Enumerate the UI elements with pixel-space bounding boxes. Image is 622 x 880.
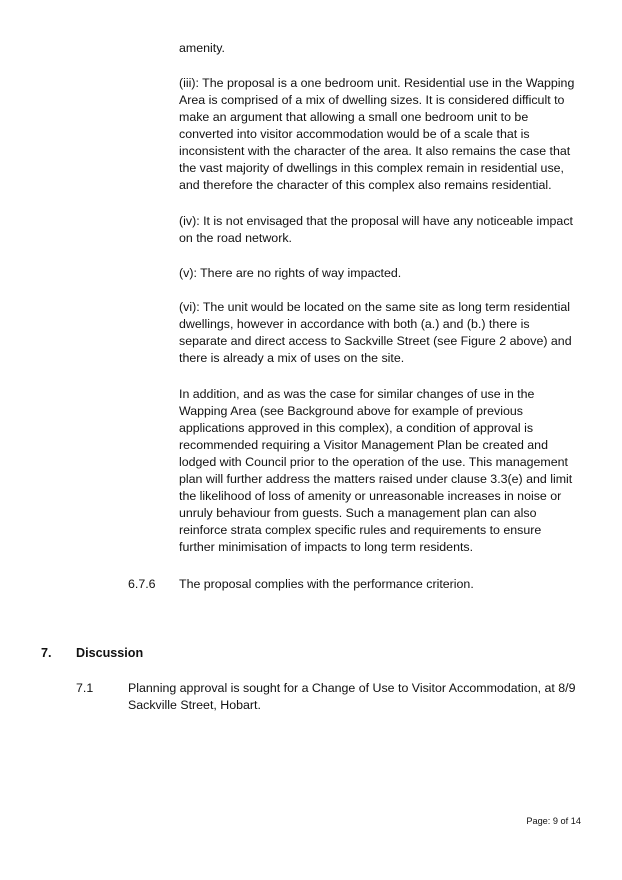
clause-text: The proposal complies with the performance criterion. (179, 577, 474, 591)
clause-6-7-6 (0, 576, 622, 596)
clause-7-1 (0, 680, 622, 720)
paragraph-iii: (iii): The proposal is a one bedroom unit. Residential use in the Wapping Area is comprised of a mix of dwelling sizes. It is considered difficult to make an argument that allowing a small one bedroom unit to be converted into visitor accommodation would be of a scale that is inconsistent with the character of the area. It also remains the case that the vast majority of dwellings in this complex remain in residential use, and therefore the character of this complex also remains residential. (179, 76, 575, 192)
paragraph-iv: (iv): It is not envisaged that the proposal will have any noticeable impact on the road network. (179, 214, 573, 245)
paragraph-vi: (vi): The unit would be located on the same site as long term residential dwellings, however in accordance with both (a.) and (b.) there is separate and direct access to Sackville Street (see Figure 2 above) and there is already a mix of uses on the site. (179, 300, 572, 365)
clause-number: 7.1 (76, 681, 94, 695)
paragraph-v: (v): There are no rights of way impacted. (179, 266, 402, 280)
section-number: 7. (41, 646, 52, 660)
clause-text: Planning approval is sought for a Change of Use to Visitor Accommodation, at 8/9 Sackville Street, Hobart. (128, 681, 576, 712)
section-heading-discussion (0, 645, 622, 665)
clause-number: 6.7.6 (128, 577, 156, 591)
section-title: Discussion (76, 646, 144, 660)
paragraph-amenity-end: amenity. (179, 41, 225, 55)
paragraph-visitor-management-plan: In addition, and as was the case for similar changes of use in the Wapping Area (see Background above for example of previous applications approved in this complex), a condition of approval is recommended requiring a Visitor Management Plan be created and lodged with Council prior to the operation of the use. This management plan will further address the matters raised under clause 3.3(e) and limit the likelihood of loss of amenity or unreasonable increases in noise or unruly behaviour from guests. Such a management plan can also reinforce strata complex specific rules and requirements to ensure further minimisation of impacts to long term residents. (179, 387, 573, 554)
page-number-footer: Page: 9 of 14 (526, 816, 581, 826)
